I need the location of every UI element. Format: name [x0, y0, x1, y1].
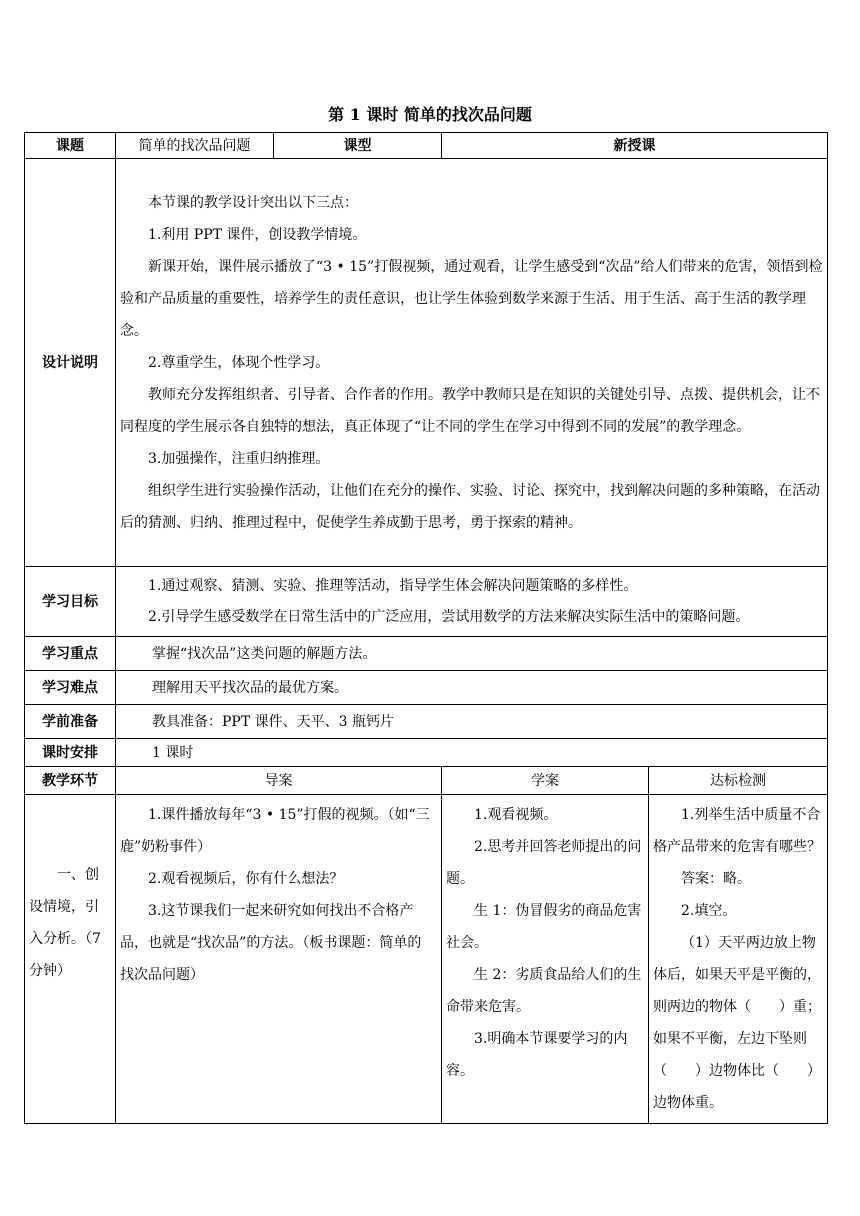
- study-item: 生 2：劣质食品给人们的生命带来危害。: [446, 967, 642, 1015]
- course-type-label: 课型: [274, 133, 442, 159]
- design-paragraph: 3.加强操作，注重归纳推理。: [148, 450, 330, 467]
- study-header: 学案: [442, 767, 649, 795]
- difficulty-value: 理解用天平找次品的最优方案。: [116, 671, 828, 705]
- key-point-value: 掌握“找次品”这类问题的解题方法。: [116, 637, 828, 671]
- section1-label-cell: [25, 795, 116, 1124]
- section1-check: [649, 795, 828, 1124]
- key-point-label: 学习重点: [25, 637, 116, 671]
- goal-item: 2.引导学生感受数学在日常生活中的广泛应用，尝试用数学的方法来解决实际生活中的策略问题。: [148, 608, 750, 625]
- check-item: 2.填空。: [681, 903, 737, 919]
- row-difficulty: [25, 671, 828, 705]
- section1-guide: [116, 795, 442, 1124]
- page-title: 第 1 课时 简单的找次品问题: [328, 105, 532, 124]
- process-label: 教学环节: [25, 767, 116, 795]
- design-paragraph: 新课开始，课件展示播放了“3 • 15”打假视频，通过观看，让学生感受到“次品”给人们带来的危害，领悟到检验和产品质量的重要性，培养学生的责任意识，也让学生体验到数学来源于生活、用于生活、高于生活的教学理念。: [120, 258, 823, 339]
- row-process-header: [25, 767, 828, 795]
- section1-study: [442, 795, 649, 1124]
- design-paragraph: 本节课的教学设计突出以下三点：: [148, 194, 358, 211]
- check-item: 1.列举生活中质量不合格产品带来的危害有哪些？: [653, 807, 821, 855]
- course-value: 简单的找次品问题: [116, 133, 274, 159]
- design-label: 设计说明: [25, 159, 116, 567]
- design-paragraph: 1.利用 PPT 课件，创设教学情境。: [148, 226, 367, 243]
- check-header: 达标检测: [649, 767, 828, 795]
- course-type-value: 新授课: [442, 133, 828, 159]
- guide-item: 1.课件播放每年“3 • 15”打假的视频。（如“三鹿”奶粉事件）: [120, 807, 430, 855]
- row-section-1: [25, 795, 828, 1124]
- design-paragraph: 教师充分发挥组织者、引导者、合作者的作用。教学中教师只是在知识的关键处引导、点拨、提供机会，让不同程度的学生展示各自独特的想法，真正体现了“让不同的学生在学习中得到不同的发展”的教学理念。: [120, 386, 820, 435]
- study-item: 3.明确本节课要学习的内容。: [446, 1031, 628, 1079]
- section1-label: 一、创设情境，引入分析。（7 分钟）: [29, 867, 101, 979]
- preparation-label: 学前准备: [25, 705, 116, 739]
- study-item: 2.思考并回答老师提出的问题。: [446, 839, 642, 887]
- goals-label: 学习目标: [25, 567, 116, 637]
- goals-content: [116, 567, 828, 637]
- course-label: 课题: [25, 133, 116, 159]
- schedule-value: 1 课时: [116, 739, 828, 767]
- study-item: 1.观看视频。: [474, 807, 558, 823]
- check-item: （1）天平两边放上物体后，如果天平是平衡的，则两边的物体（ ）重；如果不平衡，左边下坠则（ ）边物体比（ ）边物体重。: [653, 935, 821, 1111]
- check-item: 答案：略。: [681, 871, 751, 887]
- row-key-point: [25, 637, 828, 671]
- row-schedule: [25, 739, 828, 767]
- design-paragraph: 组织学生进行实验操作活动，让他们在充分的操作、实验、讨论、探究中，找到解决问题的多种策略，在活动后的猜测、归纳、推理过程中，促使学生养成勤于思考，勇于探索的精神。: [120, 482, 820, 531]
- row-goals: [25, 567, 828, 637]
- row-course: [25, 133, 828, 159]
- design-paragraph: 2.尊重学生，体现个性学习。: [148, 354, 330, 371]
- guide-header: 导案: [116, 767, 442, 795]
- guide-item: 3.这节课我们一起来研究如何找出不合格产品，也就是“找次品”的方法。（板书课题：简单的找次品问题）: [120, 903, 422, 983]
- difficulty-label: 学习难点: [25, 671, 116, 705]
- goal-item: 1.通过观察、猜测、实验、推理等活动，指导学生体会解决问题策略的多样性。: [148, 577, 638, 594]
- lesson-plan-table: [24, 132, 828, 1124]
- guide-item: 2.观看视频后，你有什么想法？: [148, 871, 344, 887]
- study-item: 生 1：伪冒假劣的商品危害社会。: [446, 903, 642, 951]
- row-preparation: [25, 705, 828, 739]
- design-content: [116, 159, 828, 567]
- schedule-label: 课时安排: [25, 739, 116, 767]
- preparation-value: 教具准备：PPT 课件、天平、3 瓶钙片: [116, 705, 828, 739]
- row-design: [25, 159, 828, 567]
